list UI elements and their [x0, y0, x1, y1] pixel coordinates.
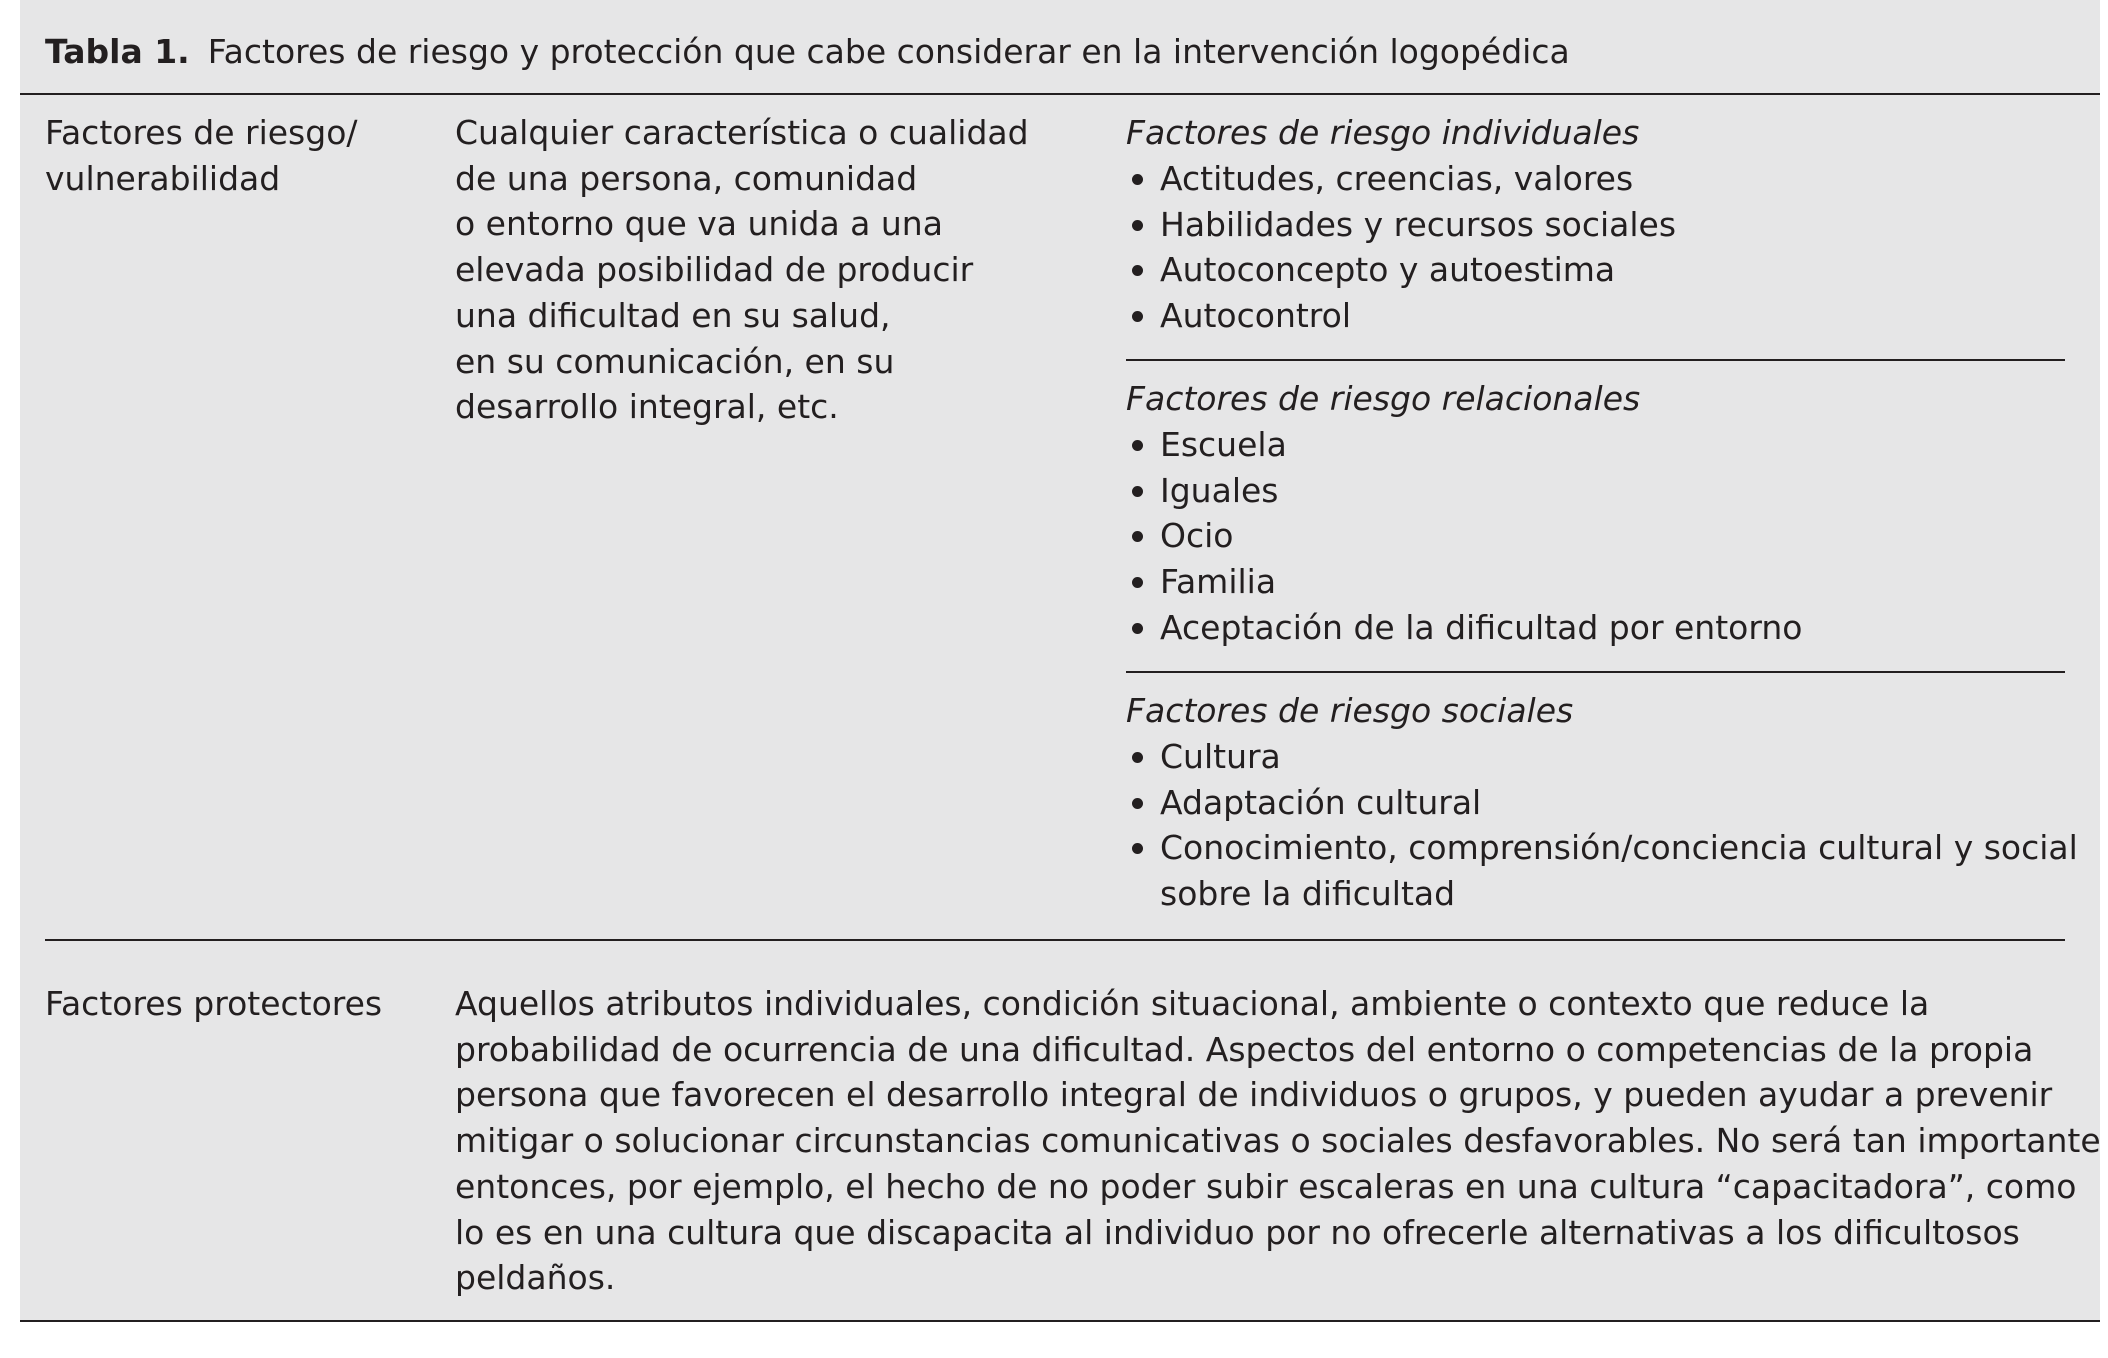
risk-definition-line: elevada posibilidad de producir: [455, 250, 974, 290]
bullet-icon: [1132, 440, 1143, 451]
protective-description-line: probabilidad de ocurrencia de una dificultad. Aspectos del entorno o competencias de la propia: [455, 1029, 2034, 1069]
protective-term: Factores protectores: [45, 984, 383, 1023]
table-label: Tabla 1.: [45, 32, 190, 71]
list-item: Familia: [1126, 559, 1802, 605]
protective-description-line: peldaños.: [455, 1258, 616, 1298]
bullet-icon: [1132, 623, 1143, 634]
protective-description-line: Aquellos atributos individuales, condición situacional, ambiente o contexto que reduce la: [455, 984, 1930, 1023]
risk-definition-line: en su comunicación, en su: [455, 341, 895, 381]
bullet-icon: [1132, 798, 1143, 809]
individual-factors-list: [1126, 156, 1676, 339]
table-title: Factores de riesgo y protección que cabe considerar en la intervención logopédica: [207, 32, 1570, 71]
risk-definition: [455, 110, 1029, 430]
risk-definition-line: o entorno que va unida a una: [455, 204, 943, 244]
group-heading-relational: Factores de riesgo relacionales: [1126, 379, 1641, 418]
protective-description-line: lo es en una cultura que discapacita al individuo por no ofrecerle alternativas a los dificultosos: [455, 1212, 2020, 1252]
bullet-icon: [1132, 174, 1143, 185]
bullet-icon: [1132, 531, 1143, 542]
protective-description: [455, 981, 2101, 1301]
list-item: Habilidades y recursos sociales: [1126, 202, 1676, 248]
protective-description-line: mitigar o solucionar circunstancias comunicativas o sociales desfavorables. No será tan importante: [455, 1121, 2101, 1161]
list-item: Cultura: [1126, 734, 2078, 780]
list-item: Escuela: [1126, 422, 1802, 468]
bullet-icon: [1132, 311, 1143, 322]
bullet-icon: [1132, 577, 1143, 588]
risk-definition-line: una dificultad en su salud,: [455, 295, 891, 335]
group-divider: [1126, 359, 2065, 361]
list-item: Autocontrol: [1126, 293, 1676, 339]
row-divider: [45, 939, 2065, 941]
risk-definition-line: desarrollo integral, etc.: [455, 387, 839, 427]
risk-term: [45, 110, 358, 201]
risk-term-line: Factores de riesgo/: [45, 113, 358, 152]
table-caption: [45, 28, 1570, 76]
bullet-icon: [1132, 220, 1143, 231]
header-rule: [20, 93, 2100, 95]
bullet-icon: [1132, 486, 1143, 497]
list-item: Actitudes, creencias, valores: [1126, 156, 1676, 202]
risk-definition-line: Cualquier característica o cualidad: [455, 113, 1029, 152]
relational-factors-list: [1126, 422, 1802, 651]
list-item: Conocimiento, comprensión/conciencia cultural y social sobre la dificultad: [1126, 825, 2078, 916]
bullet-icon: [1132, 265, 1143, 276]
protective-description-line: entonces, por ejemplo, el hecho de no poder subir escaleras en una cultura “capacitadora”, como: [455, 1166, 2077, 1206]
bullet-icon: [1132, 843, 1143, 854]
social-factors-list: [1126, 734, 2078, 917]
group-heading-individual: Factores de riesgo individuales: [1126, 113, 1640, 152]
risk-definition-line: de una persona, comunidad: [455, 158, 918, 198]
group-divider: [1126, 671, 2065, 673]
list-item: Adaptación cultural: [1126, 780, 2078, 826]
list-item: Iguales: [1126, 468, 1802, 514]
list-item: Aceptación de la dificultad por entorno: [1126, 605, 1802, 651]
group-heading-social: Factores de riesgo sociales: [1126, 691, 1574, 730]
protective-description-line: persona que favorecen el desarrollo integral de individuos o grupos, y pueden ayudar a prevenir: [455, 1075, 2053, 1115]
risk-term-line: vulnerabilidad: [45, 158, 281, 198]
bullet-icon: [1132, 752, 1143, 763]
list-item: Autoconcepto y autoestima: [1126, 247, 1676, 293]
table-bottom-rule: [20, 1320, 2100, 1322]
list-item: Ocio: [1126, 513, 1802, 559]
